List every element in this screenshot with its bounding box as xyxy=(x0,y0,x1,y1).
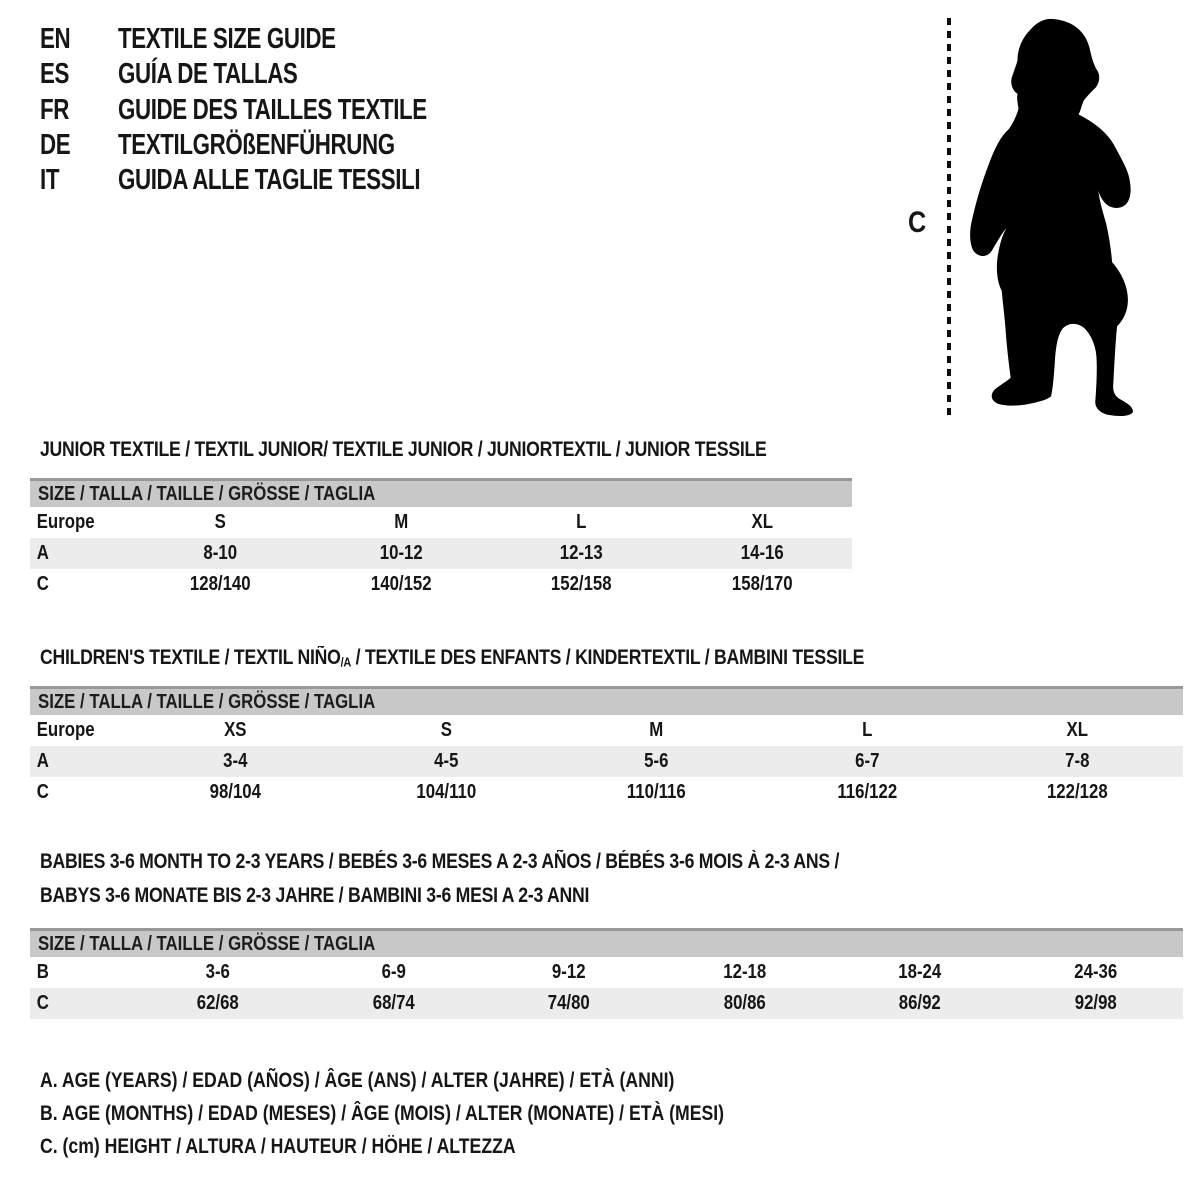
toddler-silhouette xyxy=(960,14,1148,418)
height-measure-figure xyxy=(900,0,1200,430)
cell: 3-6 xyxy=(205,961,230,983)
guide-title-fr: GUIDE DES TAILLES TEXTILE xyxy=(118,93,427,126)
language-code: FR xyxy=(40,93,70,126)
children-section-heading xyxy=(40,641,1021,679)
children-size-table xyxy=(30,686,1183,808)
language-code: IT xyxy=(40,164,60,197)
table-row xyxy=(30,538,852,569)
junior-size-header-row xyxy=(30,478,852,507)
row-label: A xyxy=(36,750,49,772)
measure-c-label: C xyxy=(908,206,927,239)
language-code: DE xyxy=(40,128,71,161)
table-row xyxy=(30,777,1183,808)
babies-size-header-row xyxy=(30,928,1183,957)
cell: 80/86 xyxy=(723,992,766,1014)
children-heading-text xyxy=(40,641,864,679)
junior-heading-text: JUNIOR TEXTILE / TEXTIL JUNIOR/ TEXTILE JUNIOR / JUNIORTEXTIL / JUNIOR TESSILE xyxy=(40,438,767,461)
dashed-measure-line xyxy=(947,18,951,416)
cell: 128/140 xyxy=(189,573,251,595)
measurement-legend xyxy=(40,1064,854,1163)
legend-line-b xyxy=(40,1097,854,1130)
cell: 18-24 xyxy=(898,961,942,983)
language-row-es xyxy=(40,57,519,92)
guide-title-it: GUIDA ALLE TAGLIE TESSILI xyxy=(118,164,421,197)
cell: 6-7 xyxy=(854,750,880,772)
cell: M xyxy=(393,511,408,533)
cell: 7-8 xyxy=(1065,750,1090,772)
cell: 5-6 xyxy=(644,750,669,772)
table-row xyxy=(30,988,1183,1019)
cell: 74/80 xyxy=(547,992,590,1014)
table-row xyxy=(30,746,1183,777)
legend-a-text: A. AGE (YEARS) / EDAD (AÑOS) / ÂGE (ANS) / ALTER (JAHRE) / ETÀ (ANNI) xyxy=(40,1069,675,1092)
row-label: C xyxy=(36,992,49,1014)
size-header-label: SIZE / TALLA / TAILLE / GRÖSSE / TAGLIA xyxy=(38,690,376,713)
cell: M xyxy=(649,719,664,741)
cell: 10-12 xyxy=(379,542,423,564)
babies-size-table xyxy=(30,928,1183,1019)
legend-line-a xyxy=(40,1064,854,1097)
cell: XL xyxy=(1066,719,1089,741)
cell: 98/104 xyxy=(209,781,261,803)
legend-line-c xyxy=(40,1130,854,1163)
cell: 68/74 xyxy=(372,992,415,1014)
cell: 12-13 xyxy=(559,542,603,564)
table-row xyxy=(30,957,1183,988)
legend-b-text: B. AGE (MONTHS) / EDAD (MESES) / ÂGE (MOIS) / ALTER (MONATE) / ETÀ (MESI) xyxy=(40,1102,725,1125)
language-row-fr xyxy=(40,93,519,128)
row-label: A xyxy=(36,542,49,564)
cell: 24-36 xyxy=(1073,961,1117,983)
cell: 14-16 xyxy=(740,542,784,564)
cell: XL xyxy=(751,511,773,533)
cell: S xyxy=(214,511,226,533)
cell: 12-18 xyxy=(722,961,766,983)
cell: 158/170 xyxy=(731,573,793,595)
table-row xyxy=(30,569,852,600)
cell: S xyxy=(440,719,452,741)
language-row-de xyxy=(40,128,519,163)
children-size-header-row xyxy=(30,686,1183,715)
cell: 104/110 xyxy=(415,781,476,803)
language-title-block xyxy=(40,22,519,198)
children-heading-sub: /A xyxy=(340,654,352,670)
cell: 110/116 xyxy=(627,781,686,803)
cell: 152/158 xyxy=(550,573,612,595)
size-header-label: SIZE / TALLA / TAILLE / GRÖSSE / TAGLIA xyxy=(38,482,376,505)
language-row-en xyxy=(40,22,519,57)
legend-c-text: C. (cm) HEIGHT / ALTURA / HAUTEUR / HÖHE / ALTEZZA xyxy=(40,1135,516,1158)
table-row xyxy=(30,715,1183,746)
cell: L xyxy=(861,719,873,741)
cell: 3-4 xyxy=(223,750,248,772)
cell: XS xyxy=(224,719,247,741)
children-heading-suffix: / TEXTILE DES ENFANTS / KINDERTEXTIL / BAMBINI TESSILE xyxy=(351,646,865,669)
cell: 86/92 xyxy=(898,992,941,1014)
babies-section-heading xyxy=(40,845,991,913)
row-label: B xyxy=(36,961,49,983)
junior-section-heading xyxy=(40,433,905,467)
cell: 122/128 xyxy=(1047,781,1109,803)
language-code: EN xyxy=(40,23,71,55)
cell: 62/68 xyxy=(196,992,239,1014)
guide-title-en: TEXTILE SIZE GUIDE xyxy=(118,23,336,55)
cell: 8-10 xyxy=(203,542,238,564)
language-row-it xyxy=(40,163,519,198)
cell: 92/98 xyxy=(1074,992,1117,1014)
row-label: Europe xyxy=(36,719,95,741)
language-code: ES xyxy=(40,58,70,91)
babies-heading-line1: BABIES 3-6 MONTH TO 2-3 YEARS / BEBÉS 3-6 MESES A 2-3 AÑOS / BÉBÉS 3-6 MOIS À 2-3 ANS / xyxy=(40,850,840,873)
guide-title-de: TEXTILGRÖßENFÜHRUNG xyxy=(118,128,395,161)
cell: 9-12 xyxy=(551,961,586,983)
size-header-label: SIZE / TALLA / TAILLE / GRÖSSE / TAGLIA xyxy=(38,932,376,955)
junior-size-table xyxy=(30,478,852,600)
row-label: Europe xyxy=(36,511,95,533)
cell: 4-5 xyxy=(433,750,459,772)
table-row xyxy=(30,507,852,538)
guide-title-es: GUÍA DE TALLAS xyxy=(118,58,298,91)
cell: 6-9 xyxy=(381,961,406,983)
cell: L xyxy=(576,511,587,533)
row-label: C xyxy=(36,781,49,803)
cell: 116/122 xyxy=(837,781,897,803)
babies-heading-line2: BABYS 3-6 MONATE BIS 2-3 JAHRE / BAMBINI 3-6 MESI A 2-3 ANNI xyxy=(40,884,590,907)
children-heading-prefix: CHILDREN'S TEXTILE / TEXTIL NIÑO xyxy=(40,646,341,669)
cell: 140/152 xyxy=(370,573,432,595)
row-label: C xyxy=(36,573,49,595)
